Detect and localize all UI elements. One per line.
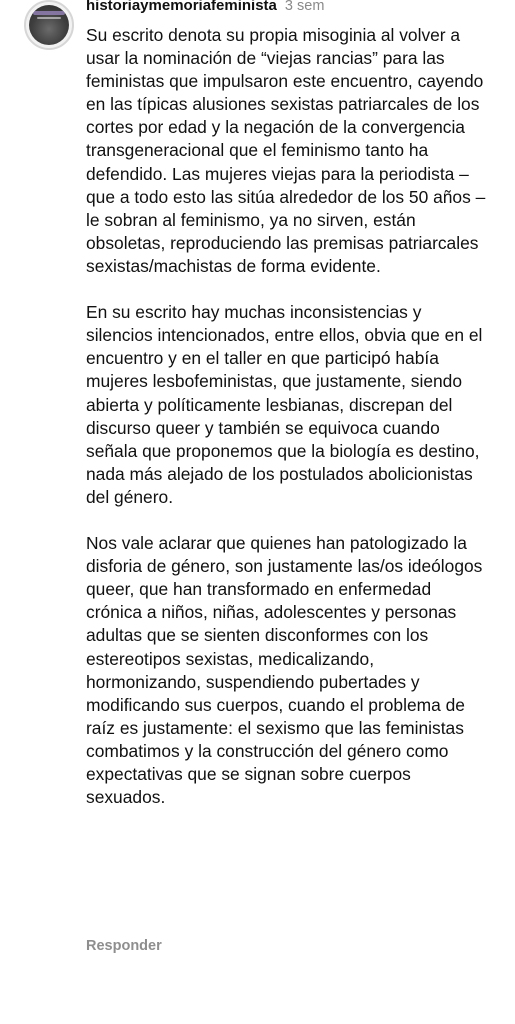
username-link[interactable]: historiaymemoriafeminista — [86, 0, 277, 14]
comment-timestamp: 3 sem — [284, 0, 325, 14]
avatar-logo-band — [33, 11, 65, 15]
avatar-logo-line — [37, 17, 61, 19]
comment-body — [86, 24, 486, 832]
comment-header — [86, 0, 324, 17]
avatar-image — [29, 5, 69, 45]
avatar[interactable] — [24, 0, 74, 50]
comment-paragraph: Nos vale aclarar que quienes han patologizado la disforia de género, son justamente las/os ideólogos queer, que han transformado en enfermedad crónica a niños, niñas, adolescentes y personas adultas que se sienten disconformes con los estereotipos sexistas, medicalizando, hormonizando, suspendiendo pubertades y modificando sus cuerpos, cuando el problema de raíz es justamente: el sexismo que las feministas combatimos y la construcción del género como expectativas que se signan sobre cuerpos sexuados. — [86, 533, 483, 808]
comment-paragraph: En su escrito hay muchas inconsistencias y silencios intencionados, entre ellos, obvia que en el encuentro y en el taller en que participó había mujeres lesbofeministas, que justamente, siendo abierta y políticamente lesbianas, discrepan del discurso queer y también se equivoca cuando señala que proponemos que la biología es destino, nada más alejado de los postulados abolicionistas del género. — [86, 302, 483, 507]
comment-paragraph: Su escrito denota su propia misoginia al volver a usar la nominación de “viejas rancias” para las feministas que impulsaron este encuentro, cayendo en las típicas alusiones sexistas patriarcales de los cortes por edad y la negación de la convergencia transgeneracional que el feminismo tanto ha defendido. Las mujeres viejas para la periodista – que a todo esto las sitúa alrededor de los 50 años – le sobran al feminismo, ya no sirven, están obsoletas, reproduciendo las premisas patriarcales sexistas/machistas de forma evidente. — [86, 25, 486, 276]
reply-button[interactable]: Responder — [86, 938, 162, 954]
